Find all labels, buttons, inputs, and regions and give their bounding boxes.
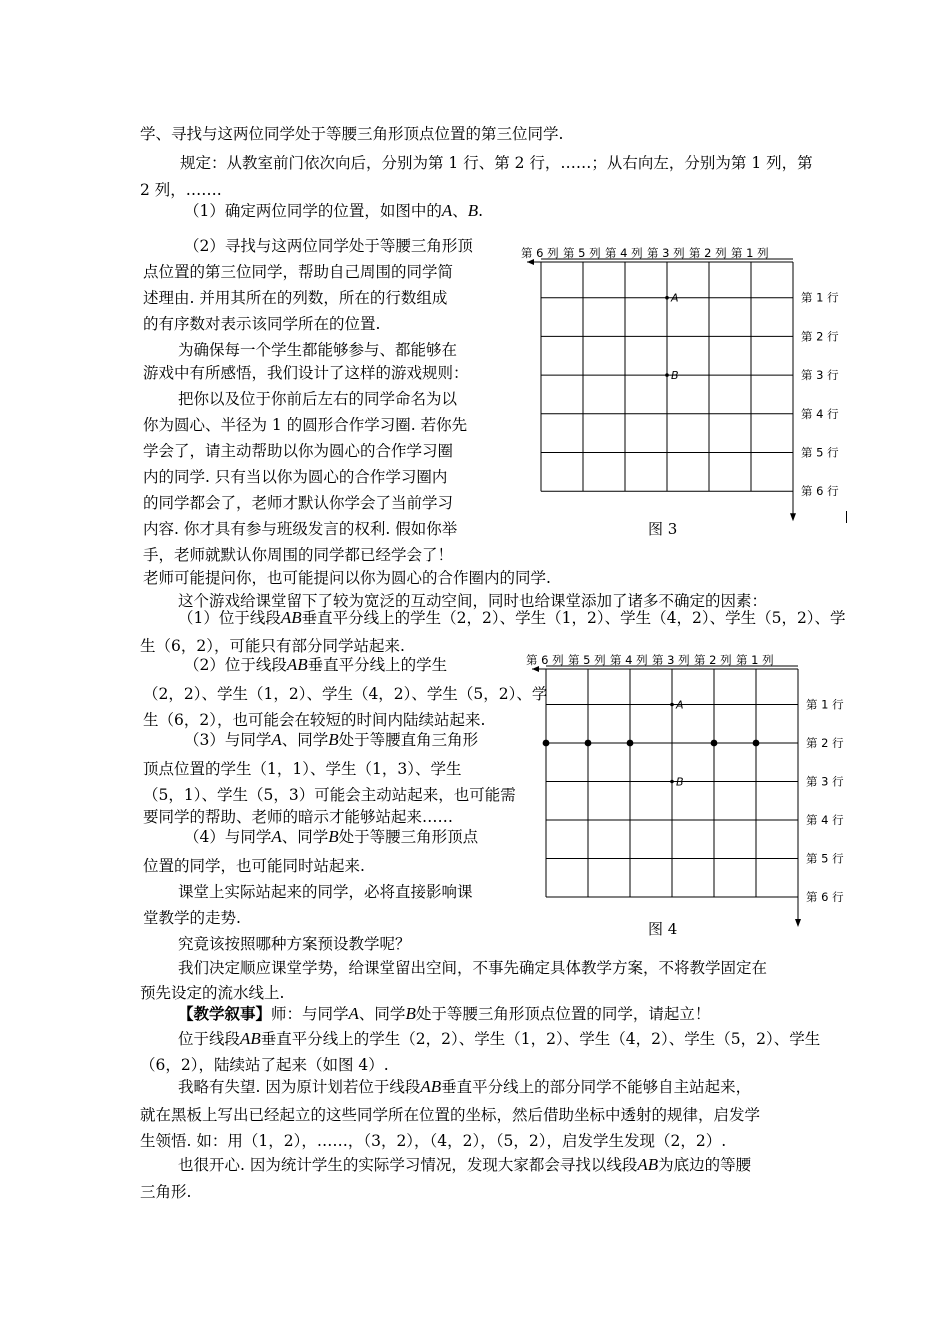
text-line: 内容. 你才具有参与班级发言的权利. 假如你举 [143, 520, 458, 538]
column-label: 第 2 列 [694, 653, 732, 667]
column-label: 第 5 列 [563, 246, 601, 260]
text-line: 述理由. 并用其所在的列数，所在的行数组成 [143, 289, 448, 307]
column-label: 第 6 列 [521, 246, 559, 260]
point-b [665, 373, 669, 377]
text-line: （2，2）、学生（1，2）、学生（4，2）、学生（5，2）、学 [143, 685, 548, 703]
standing-student-dot [543, 740, 550, 747]
text-line: 为确保每一个学生都能够参与、都能够在 [178, 341, 458, 359]
divider-mark [846, 511, 847, 523]
point-label: A [671, 291, 679, 305]
text-line: 学会了，请主动帮助以你为圆心的合作学习圈 [143, 442, 454, 460]
row-label: 第 6 行 [806, 890, 844, 904]
text-line: 把你以及位于你前后左右的同学命名为以 [178, 390, 458, 408]
column-label: 第 3 列 [652, 653, 690, 667]
text-line: 课堂上实际站起来的同学，必将直接影响课 [178, 883, 473, 901]
point-a [670, 703, 674, 707]
text-line: 位于线段AB垂直平分线上的学生（2，2）、学生（1，2）、学生（4，2）、学生（5，2）、学生 [178, 1029, 821, 1048]
text-line: （1）确定两位同学的位置，如图中的A、B. [184, 201, 484, 220]
text-line: 位置的同学，也可能同时站起来. [143, 857, 365, 875]
row-label: 第 2 行 [801, 329, 839, 344]
column-label: 第 4 列 [605, 246, 643, 260]
text-line: 要同学的帮助、老师的暗示才能够站起来…… [143, 808, 454, 826]
column-label: 第 1 列 [731, 246, 769, 260]
text-line: 堂教学的走势. [143, 909, 241, 927]
text-line: （3）与同学A、同学B处于等腰直角三角形 [184, 730, 479, 749]
text-line: （6，2），陆续站了起来（如图 4）. [140, 1056, 389, 1074]
column-label: 第 6 列 [526, 653, 564, 667]
text-line: 也很开心. 因为统计学生的实际学习情况，发现大家都会寻找以线段AB为底边的等腰 [178, 1155, 752, 1174]
column-label: 第 5 列 [568, 653, 606, 667]
row-label: 第 4 行 [806, 813, 844, 827]
arrow-down-icon [795, 919, 801, 927]
row-label: 第 2 行 [806, 736, 844, 750]
text-line: 学、寻找与这两位同学处于等腰三角形顶点位置的第三位同学. [140, 125, 564, 143]
figure-4-caption: 图 4 [648, 920, 678, 938]
column-label: 第 4 列 [610, 653, 648, 667]
point-label: B [671, 369, 679, 383]
text-line: （1）位于线段AB垂直平分线上的学生（2，2）、学生（1，2）、学生（4，2）、学生（5，2）、学 [178, 608, 846, 627]
text-line: 顶点位置的学生（1，1）、学生（1，3）、学生 [143, 760, 462, 778]
text-line: （5，1）、学生（5，3）可能会主动站起来，也可能需 [143, 786, 516, 804]
text-line: 三角形. [140, 1183, 192, 1201]
text-line: 2 列，……. [140, 181, 222, 199]
point-a [665, 296, 669, 300]
point-label: A [676, 698, 684, 712]
column-label: 第 1 列 [736, 653, 774, 667]
text-line: （4）与同学A、同学B处于等腰三角形顶点 [184, 827, 479, 846]
text-line: 就在黑板上写出已经起立的这些同学所在位置的坐标，然后借助坐标中透射的规律，启发学 [140, 1106, 761, 1124]
text-line: 手，老师就默认你周围的同学都已经学会了！ [143, 546, 454, 564]
text-line: （2）位于线段AB垂直平分线上的学生 [184, 655, 448, 674]
row-label: 第 1 行 [801, 290, 839, 305]
standing-student-dot [585, 740, 592, 747]
text-line: （2）寻找与这两位同学处于等腰三角形顶 [184, 237, 473, 255]
column-label: 第 2 列 [689, 246, 727, 260]
text-line: 生领悟. 如：用（1，2），……，（3，2），（4，2），（5，2），启发学生发现（2，2）. [140, 1132, 727, 1150]
text-line: 老师可能提问你，也可能提问以你为圆心的合作圈内的同学. [143, 569, 551, 587]
text-line: 我略有失望. 因为原计划若位于线段AB垂直平分线上的部分同学不能够自主站起来， [178, 1077, 752, 1096]
row-label: 第 5 行 [801, 445, 839, 460]
point-label: B [676, 775, 684, 789]
row-label: 第 3 行 [801, 368, 839, 383]
standing-student-dot [711, 740, 718, 747]
grid [532, 666, 801, 927]
column-label: 第 3 列 [647, 246, 685, 260]
standing-student-dot [753, 740, 760, 747]
axis-labels [521, 246, 839, 498]
text-line: 内的同学. 只有当以你为圆心的合作学习圈内 [143, 468, 448, 486]
point-b [670, 780, 674, 784]
arrow-down-icon [790, 513, 796, 521]
figure-4 [520, 647, 850, 932]
text-line: 预先设定的流水线上. [140, 984, 285, 1002]
row-label: 第 5 行 [806, 851, 844, 866]
text-line: 的同学都会了，老师才默认你学会了当前学习 [143, 494, 454, 512]
row-label: 第 6 行 [801, 484, 839, 499]
text-line: 我们决定顺应课堂学势，给课堂留出空间，不事先确定具体教学方案，不将教学固定在 [178, 959, 768, 977]
text-line: 究竟该按照哪种方案预设教学呢？ [178, 935, 411, 953]
text-line: 点位置的第三位同学，帮助自己周围的同学简 [143, 263, 454, 281]
text-line: 生（6，2），可能只有部分同学站起来. [140, 637, 405, 655]
text-line: 的有序数对表示该同学所在的位置. [143, 315, 381, 333]
row-label: 第 3 行 [806, 774, 844, 789]
figure-3 [515, 240, 850, 530]
figure-3-caption: 图 3 [648, 520, 678, 538]
text-line: 你为圆心、半径为 1 的圆形合作学习圈. 若你先 [143, 416, 468, 434]
text-line: 生（6，2），也可能会在较短的时间内陆续站起来. [143, 711, 486, 729]
text-line: 规定：从教室前门依次向后，分别为第 1 行、第 2 行，……；从右向左，分别为第 1 列，第 [180, 154, 813, 172]
grid [527, 259, 796, 521]
text-line: 【教学叙事】师：与同学A、同学B处于等腰三角形顶点位置的同学，请起立！ [178, 1004, 711, 1023]
text-line: 游戏中有所感悟，我们设计了这样的游戏规则： [143, 364, 469, 382]
axis-labels [526, 653, 844, 904]
row-label: 第 4 行 [801, 406, 839, 421]
row-label: 第 1 行 [806, 697, 844, 712]
text-line: 这个游戏给课堂留下了较为宽泛的互动空间，同时也给课堂添加了诸多不确定的因素： [178, 592, 768, 610]
standing-student-dot [627, 740, 634, 747]
